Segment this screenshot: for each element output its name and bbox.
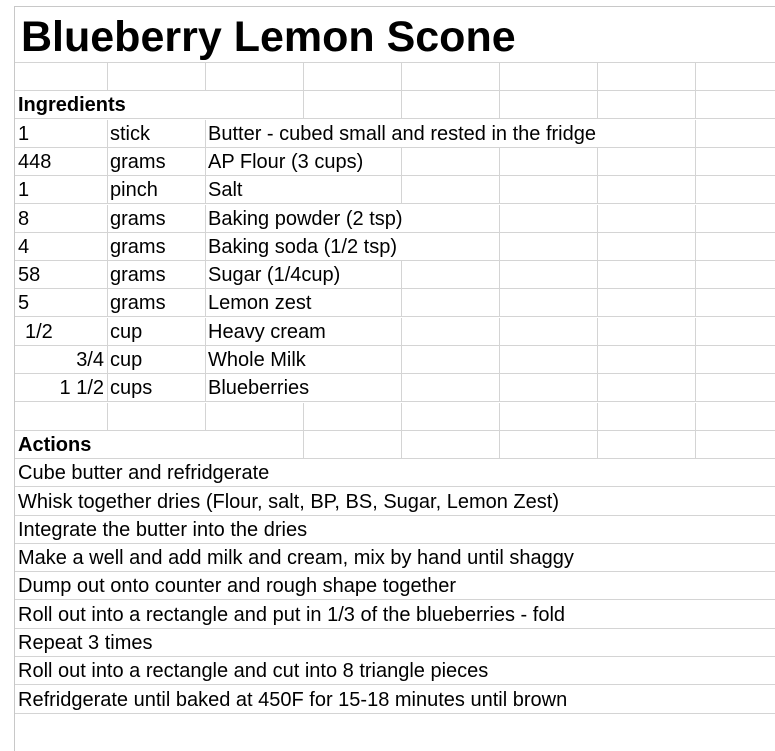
ingredient-name[interactable]: Lemon zest bbox=[208, 292, 312, 315]
ingredient-unit[interactable]: cup bbox=[110, 320, 143, 343]
ingredient-name[interactable]: Baking soda (1/2 tsp) bbox=[208, 235, 397, 258]
column-divider bbox=[401, 374, 402, 401]
column-divider bbox=[401, 403, 402, 430]
action-step[interactable]: Cube butter and refridgerate bbox=[18, 462, 270, 485]
column-divider bbox=[205, 63, 206, 90]
ingredient-unit[interactable]: grams bbox=[110, 264, 166, 287]
column-divider bbox=[597, 346, 598, 373]
column-divider bbox=[401, 261, 402, 288]
ingredients-header-row bbox=[15, 91, 775, 119]
column-divider bbox=[597, 205, 598, 232]
action-row bbox=[15, 459, 775, 487]
column-divider bbox=[695, 346, 696, 373]
recipe-title[interactable]: Blueberry Lemon Scone bbox=[21, 13, 516, 61]
column-divider bbox=[303, 63, 304, 90]
column-divider bbox=[597, 403, 598, 430]
action-row bbox=[15, 629, 775, 657]
ingredient-name[interactable]: Heavy cream bbox=[208, 320, 326, 343]
ingredient-name[interactable]: Salt bbox=[208, 179, 243, 202]
ingredient-unit[interactable]: pinch bbox=[110, 179, 158, 202]
ingredient-unit[interactable]: stick bbox=[110, 122, 150, 145]
column-divider bbox=[499, 176, 500, 203]
column-divider bbox=[597, 233, 598, 260]
action-step[interactable]: Integrate the butter into the dries bbox=[18, 518, 308, 541]
ingredient-row bbox=[15, 318, 775, 346]
ingredient-unit[interactable]: cup bbox=[110, 349, 143, 371]
column-divider bbox=[499, 374, 500, 401]
column-divider bbox=[499, 431, 500, 458]
action-row bbox=[15, 657, 775, 685]
column-divider bbox=[401, 289, 402, 316]
column-divider bbox=[695, 91, 696, 118]
column-divider bbox=[597, 261, 598, 288]
column-divider bbox=[695, 233, 696, 260]
column-divider bbox=[499, 318, 500, 345]
action-step[interactable]: Dump out onto counter and rough shape together bbox=[18, 575, 457, 598]
action-row bbox=[15, 544, 775, 572]
title-row bbox=[15, 7, 775, 63]
column-divider bbox=[401, 148, 402, 175]
column-divider bbox=[107, 403, 108, 430]
action-row bbox=[15, 601, 775, 629]
ingredient-name[interactable]: Sugar (1/4cup) bbox=[208, 264, 341, 287]
ingredient-unit[interactable]: grams bbox=[110, 292, 166, 315]
column-divider bbox=[695, 205, 696, 232]
column-divider bbox=[695, 374, 696, 401]
action-step[interactable]: Refridgerate until baked at 450F for 15-18 minutes until brown bbox=[18, 688, 568, 711]
column-divider bbox=[107, 63, 108, 90]
column-divider bbox=[499, 261, 500, 288]
column-divider bbox=[499, 148, 500, 175]
column-divider bbox=[597, 148, 598, 175]
column-divider bbox=[401, 63, 402, 90]
column-divider bbox=[499, 205, 500, 232]
actions-header[interactable]: Actions bbox=[18, 433, 92, 456]
ingredients-header[interactable]: Ingredients bbox=[18, 94, 126, 117]
ingredient-row bbox=[15, 374, 775, 402]
column-divider bbox=[499, 63, 500, 90]
column-divider bbox=[499, 91, 500, 118]
column-divider bbox=[695, 403, 696, 430]
ingredient-row bbox=[15, 176, 775, 204]
action-row bbox=[15, 516, 775, 544]
blank-row bbox=[15, 403, 775, 431]
ingredient-name[interactable]: Butter - cubed small and rested in the fridge bbox=[208, 122, 596, 145]
action-row bbox=[15, 488, 775, 516]
column-divider bbox=[695, 148, 696, 175]
ingredient-row bbox=[15, 289, 775, 317]
column-divider bbox=[597, 176, 598, 203]
ingredient-quantity[interactable]: 448 bbox=[18, 150, 52, 173]
column-divider bbox=[597, 63, 598, 90]
column-divider bbox=[401, 176, 402, 203]
action-row bbox=[15, 686, 775, 714]
ingredient-row bbox=[15, 261, 775, 289]
ingredient-quantity[interactable]: 58 bbox=[18, 264, 41, 287]
ingredient-quantity[interactable]: 5 bbox=[18, 292, 30, 315]
column-divider bbox=[499, 346, 500, 373]
ingredient-row bbox=[15, 205, 775, 233]
column-divider bbox=[401, 318, 402, 345]
action-step[interactable]: Repeat 3 times bbox=[18, 632, 153, 654]
column-divider bbox=[597, 431, 598, 458]
column-divider bbox=[695, 120, 696, 147]
ingredient-name[interactable]: Blueberries bbox=[208, 377, 310, 400]
column-divider bbox=[695, 261, 696, 288]
column-divider bbox=[597, 318, 598, 345]
ingredient-quantity[interactable]: 1/2 bbox=[25, 320, 53, 343]
column-divider bbox=[205, 403, 206, 430]
column-divider bbox=[695, 63, 696, 90]
column-divider bbox=[303, 403, 304, 430]
ingredient-row bbox=[15, 148, 775, 176]
ingredient-name[interactable]: Baking powder (2 tsp) bbox=[208, 207, 403, 230]
column-divider bbox=[499, 403, 500, 430]
ingredient-quantity[interactable]: 3/4 bbox=[76, 349, 104, 371]
column-divider bbox=[695, 289, 696, 316]
ingredient-unit[interactable]: grams bbox=[110, 207, 166, 230]
column-divider bbox=[597, 374, 598, 401]
column-divider bbox=[695, 318, 696, 345]
ingredient-name[interactable]: Whole Milk bbox=[208, 349, 306, 371]
column-divider bbox=[695, 431, 696, 458]
column-divider bbox=[401, 346, 402, 373]
ingredient-unit[interactable]: cups bbox=[110, 377, 153, 400]
spreadsheet bbox=[14, 6, 775, 751]
column-divider bbox=[499, 289, 500, 316]
action-step[interactable]: Make a well and add milk and cream, mix by hand until shaggy bbox=[18, 547, 574, 570]
ingredient-quantity[interactable]: 1 1/2 bbox=[59, 377, 104, 400]
action-step[interactable]: Whisk together dries (Flour, salt, BP, BS, Sugar, Lemon Zest) bbox=[18, 490, 559, 513]
column-divider bbox=[303, 91, 304, 118]
ingredient-name[interactable]: AP Flour (3 cups) bbox=[208, 150, 364, 173]
column-divider bbox=[401, 91, 402, 118]
ingredient-quantity[interactable]: 1 bbox=[18, 179, 30, 202]
column-divider bbox=[303, 431, 304, 458]
actions-header-row bbox=[15, 431, 775, 459]
column-divider bbox=[499, 233, 500, 260]
ingredient-row bbox=[15, 346, 775, 374]
column-divider bbox=[597, 91, 598, 118]
ingredient-row bbox=[15, 233, 775, 261]
action-row bbox=[15, 572, 775, 600]
column-divider bbox=[597, 289, 598, 316]
ingredient-unit[interactable]: grams bbox=[110, 150, 166, 173]
action-step[interactable]: Roll out into a rectangle and cut into 8 triangle pieces bbox=[18, 660, 489, 683]
blank-row bbox=[15, 63, 775, 91]
column-divider bbox=[695, 176, 696, 203]
ingredient-quantity[interactable]: 1 bbox=[18, 122, 30, 145]
ingredient-row bbox=[15, 120, 775, 148]
ingredient-quantity[interactable]: 8 bbox=[18, 207, 30, 230]
action-step[interactable]: Roll out into a rectangle and put in 1/3 of the blueberries - fold bbox=[18, 603, 566, 626]
column-divider bbox=[401, 431, 402, 458]
ingredient-quantity[interactable]: 4 bbox=[18, 235, 30, 258]
ingredient-unit[interactable]: grams bbox=[110, 235, 166, 258]
